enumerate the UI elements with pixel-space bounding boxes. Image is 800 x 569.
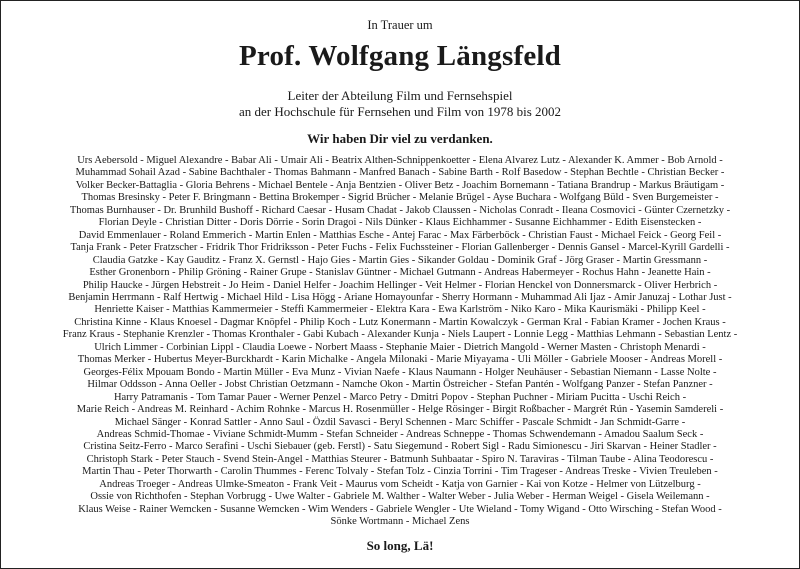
mourning-header: In Trauer um xyxy=(367,18,433,32)
mourners-line: Muhammad Sohail Azad - Sabine Bachthaler - Thomas Bahmann - Manfred Banach - Sabine Barth - Rolf Basedow - Stephan Bechtle - Christian Becker - xyxy=(75,167,725,179)
thanks-line: Wir haben Dir viel zu verdanken. xyxy=(307,131,493,146)
mourners-line: Philip Haucke - Jürgen Hebstreit - Jo Heim - Daniel Helfer - Joachim Hellinger - Veit Helmer - Florian Henckel von Donnersmarck - Oliver Herbrich - xyxy=(82,279,718,291)
mourners-line: Thomas Burnhauser - Dr. Brunhild Bushoff - Richard Caesar - Husam Chadat - Jakob Claussen - Nicholas Conradt - Ileana Cosmovici - Günter Czernetzky - xyxy=(69,204,731,216)
closing-line: So long, Lä! xyxy=(366,538,434,553)
mourners-line: Thomas Bresinsky - Peter F. Bringmann - Bettina Brokemper - Sigrid Brücher - Melanie Brügel - Ayse Buchara - Wolfgang Büld - Sven Burgemeister - xyxy=(81,192,719,204)
mourners-line: David Emmenlauer - Roland Emmerich - Martin Enlen - Matthias Esche - Antej Farac - Max Färberböck - Christian Faust - Michael Feick - Georg Feil - xyxy=(78,229,722,241)
mourners-line: Henriette Kaiser - Matthias Kammermeier - Steffi Kammermeier - Elektra Kara - Ewa Karlström - Niko Karo - Mika Kaurismäki - Philipp Keel - xyxy=(94,304,706,316)
mourners-line: Thomas Merker - Hubertus Meyer-Burckhardt - Karin Michalke - Angela Milonaki - Marie Miyayama - Uli Möller - Gabriele Mooser - Andreas Morell - xyxy=(77,354,723,366)
mourners-line: Benjamin Herrmann - Ralf Hertwig - Michael Hild - Lisa Högg - Ariane Homayounfar - Sherry Hormann - Muhammad Ali Ijaz - Amir Januzaj - Lothar Just - xyxy=(68,291,732,303)
mourners-line: Urs Aebersold - Miguel Alexandre - Babar Ali - Umair Ali - Beatrix Althen-Schnippenkoetter - Elena Alvarez Lutz - Alexander K. Ammer - Bob Arnold - xyxy=(77,155,723,166)
mourners-line: Ossie von Richthofen - Stephan Vorbrugg - Uwe Walter - Gabriele M. Walther - Walter Weber - Julia Weber - Herman Weigel - Gisela Weilemann - xyxy=(90,491,710,503)
mourners-line: Hilmar Oddsson - Anna Oeller - Jobst Christian Oetzmann - Namche Okon - Martin Östreicher - Stefan Pantén - Wolfgang Panzer - Stefan Panzner - xyxy=(87,379,713,391)
mourners-line: Christoph Stark - Peter Stauch - Svend Stein-Angel - Matthias Steurer - Batmunh Suhbaatar - Spiro N. Taraviras - Tilman Taube - Alina Teodorescu - xyxy=(86,453,714,465)
mourners-line: Christina Kinne - Klaus Knoesel - Dagmar Knöpfel - Philip Koch - Lutz Konermann - Martin Kowalczyk - German Kral - Fabian Kramer - Jochen Kraus - xyxy=(74,316,726,328)
mourners-line: Martin Thau - Peter Thorwarth - Carolin Thummes - Ferenc Tolvaly - Stefan Tolz - Cinzia Torrini - Tim Trageser - Andreas Treske - Vivien Treuleben - xyxy=(82,466,718,478)
mourners-line: Andreas Troeger - Andreas Ulmke-Smeaton - Frank Veit - Maurus vom Scheidt - Katja von Garnier - Kai von Kotze - Helmer von Lützelburg - xyxy=(99,478,701,490)
mourners-line: Michael Sänger - Konrad Sattler - Anno Saul - Özdil Savasci - Beryl Schennen - Marc Schiffer - Pascale Schmidt - Jan Schmidt-Garre - xyxy=(114,416,686,428)
mourners-line: Florian Deyle - Christian Ditter - Doris Dörrie - Sorin Dragoi - Nils Dünker - Klaus Eichhammer - Susanne Eichhammer - Edith Eisenstecken - xyxy=(98,217,702,229)
mourners-line: Esther Gronenborn - Philip Gröning - Rainer Grupe - Stanislav Güntner - Michael Gutmann - Andreas Habermeyer - Rochus Hahn - Jeanette Hain - xyxy=(89,267,711,279)
mourners-line: Marie Reich - Andreas M. Reinhard - Achim Rohnke - Marcus H. Rosenmüller - Helge Rösinger - Birgit Roßbacher - Margrét Rún - Yasemin Samdereli - xyxy=(76,404,724,416)
deceased-name: Prof. Wolfgang Längsfeld xyxy=(239,40,561,72)
mourners-line: Claudia Gatzke - Kay Gauditz - Franz X. Gernstl - Hajo Gies - Martin Gies - Sikander Goldau - Dominik Graf - Jörg Graser - Martin Gressmann - xyxy=(92,254,708,266)
mourners-line: Tanja Frank - Peter Fratzscher - Fridrik Thor Fridriksson - Peter Fuchs - Felix Fuchssteiner - Florian Gallenberger - Dennis Gansel - Marcel-Kyrill Gardelli - xyxy=(70,242,730,254)
mourners-line: Andreas Schmid-Thomae - Viviane Schmidt-Mumm - Stefan Schneider - Andreas Schneppe - Thomas Schwendemann - Amadou Saalum Seck - xyxy=(96,428,704,440)
mourners-line: Franz Kraus - Stephanie Krenzler - Thomas Kronthaler - Gabi Kubach - Alexander Kunja - Niels Laupert - Lonnie Legg - Matthias Lehmann - Sebastian Lentz - xyxy=(62,329,738,341)
mourners-line: Georges-Félix Mpouam Bondo - Martin Müller - Eva Munz - Vivian Naefe - Klaus Naumann - Holger Neuhäuser - Sebastian Niemann - Lasse Nolte - xyxy=(83,366,717,378)
mourners-line: Volker Becker-Battaglia - Gloria Behrens - Michael Bentele - Anja Bentzien - Oliver Betz - Joachim Bornemann - Tatiana Brandrup - Markus Bräutigam - xyxy=(75,179,725,191)
role-line-2: an der Hochschule für Fernsehen und Film von 1978 bis 2002 xyxy=(238,104,562,119)
mourners-line: Sönke Wortmann - Michael Zens xyxy=(330,516,470,528)
mourners-line: Ulrich Limmer - Corbinian Lippl - Claudia Loewe - Norbert Maass - Stephanie Maier - Dietrich Mangold - Werner Masten - Christoph Menardi - xyxy=(94,341,706,353)
mourners-line: Harry Patramanis - Tom Tamar Pauer - Werner Penzel - Marco Petry - Dmitri Popov - Stephan Puchner - Miriam Pucitta - Uschi Reich - xyxy=(113,391,687,403)
mourners-list xyxy=(20,155,780,529)
mourners-line: Klaus Weise - Rainer Wemcken - Susanne Wemcken - Wim Wenders - Gabriele Wengler - Ute Wieland - Tomy Wigand - Otto Wirsching - Stefan Wood - xyxy=(78,503,722,515)
role-line-1: Leiter der Abteilung Film und Fernsehspiel xyxy=(287,88,513,103)
mourners-line: Cristina Seitz-Ferro - Marco Serafini - Uschi Siebauer (geb. Ferstl) - Satu Siegemund - Robert Sigl - Radu Simionescu - Jiri Skarvan - Heiner Stadler - xyxy=(83,441,717,453)
